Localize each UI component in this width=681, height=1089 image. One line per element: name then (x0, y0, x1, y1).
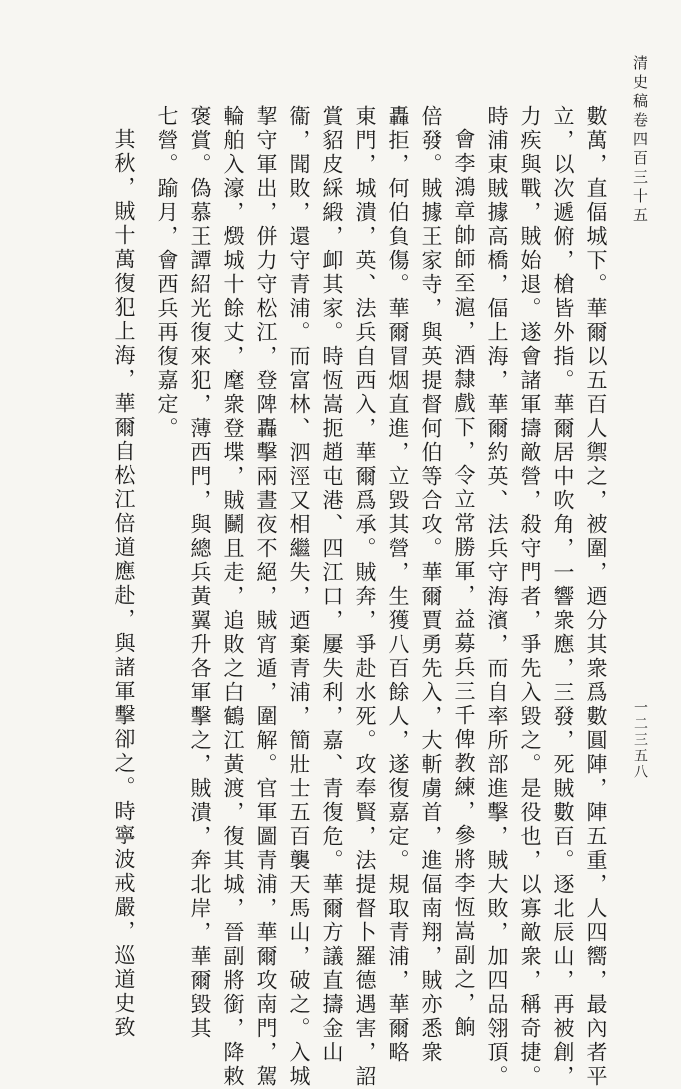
text-column: 輪舶入濠，燬城十餘丈，麾衆登堞，賊鬭且走，追敗之白鶴江黃渡，復其城，晉副將銜，降敕 (221, 105, 245, 1089)
text-column: 七營。踰月，會西兵再復嘉定。 (155, 105, 179, 441)
text-column: 賞貂皮綵緞，卹其家。時恆嵩扼趙屯港、四江口，屢失利，嘉、青復危。華爾方議直擣金山 (320, 105, 344, 1065)
text-column: 褒賞。偽慕王譚紹光復來犯，薄西門，與總兵黃翼升各軍擊之，賊潰，奔北岸，華爾毀其 (188, 105, 212, 1041)
text-column: 挈守軍出，併力守松江，登陴轟擊兩晝夜不絕，賊宵遁，圍解。官軍圖青浦，華爾攻南門，駕 (254, 105, 278, 1089)
page-number: 一二三五八 (632, 700, 648, 780)
text-column: 數萬，直偪城下。華爾以五百人禦之，被圍，迺分其衆爲數圓陣，陣五重，人四嚮，最內者平 (584, 105, 608, 1089)
text-column: 會李鴻章帥師至滬，酒隸戲下，令立常勝軍，益募兵三千俾教練，參將李恆嵩副之，餉 (452, 128, 476, 1040)
text-column: 其秋，賊十萬復犯上海，華爾自松江倍道應赴，與諸軍擊卻之。時寧波戒嚴，巡道史致 (112, 128, 136, 1040)
text-column: 倍發。賊據王家寺，與英提督何伯等合攻。華爾賈勇先入，大斬虜首，進偪南翔，賊亦悉衆 (419, 105, 443, 1065)
text-column: 時浦東賊據高橋，偪上海，華爾約英、法兵守海濱，而自率所部進擊，賊大敗，加四品翎頂。 (485, 105, 509, 1089)
text-column: 力疾與戰，賊始退。遂會諸軍擣敵營，殺守門者，爭先入毀之。是役也，以寡敵衆，稱奇捷。 (518, 105, 542, 1089)
running-title: 清史稿卷四百三十五 (631, 55, 649, 226)
text-column: 立，以次遞俯，槍皆外指。華爾居中吹角，一響衆應，三發，死賊數百。逐北辰山，再被創， (551, 105, 575, 1089)
text-column: 東門，城潰，英、法兵自西入，華爾爲承。賊奔，爭赴水死。攻奉賢，法提督卜羅德遇害，詔 (353, 105, 377, 1089)
text-column: 衞，聞敗，還守青浦。而富林、泗涇又相繼失，迺棄青浦，簡壯士五百襲天馬山，破之。入城 (287, 105, 311, 1089)
text-column: 轟拒，何伯負傷。華爾冒烟直進，立毀其營，生獲八百餘人，遂復嘉定。規取青浦，華爾略 (386, 105, 410, 1065)
